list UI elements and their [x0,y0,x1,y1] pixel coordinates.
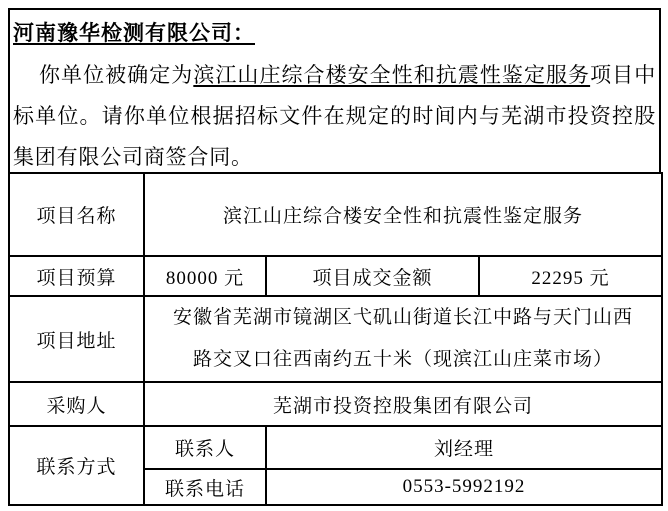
purchaser-value: 芜湖市投资控股集团有限公司 [144,382,662,426]
notice-text-section [8,8,661,172]
address-value [144,296,662,382]
deal-amount-label: 项目成交金额 [266,256,479,296]
notice-paragraph [13,55,656,172]
purchaser-label: 采购人 [9,382,144,426]
project-info-table [8,172,663,506]
project-name-value: 滨江山庄综合楼安全性和抗震性鉴定服务 [144,173,662,256]
notice-text-post: 项目中标单位。请你单位根据招标文件在规定的时间内与芜湖市投资控股集团有限公司商签合同。 [13,63,656,169]
address-line-2: 路交叉口往西南约五十米（现滨江山庄菜市场） [192,349,613,370]
deal-amount-value: 22295 元 [479,256,662,296]
contact-phone-label: 联系电话 [144,469,266,505]
project-name-label: 项目名称 [9,173,144,256]
contact-person-label: 联系人 [144,426,266,469]
row-contact-person [9,426,662,469]
notice-text-pre: 你单位被确定为 [39,63,194,87]
row-project-name [9,173,662,256]
row-budget [9,256,662,296]
address-line-1: 安徽省芜湖市镜湖区弋矶山街道长江中路与天门山西 [172,307,633,328]
contact-phone-value: 0553-5992192 [266,469,662,505]
budget-value: 80000 元 [144,256,266,296]
recipient-company-name: 河南豫华检测有限公司： [13,21,255,45]
bid-notice-document [8,8,661,506]
row-purchaser [9,382,662,426]
contact-method-label: 联系方式 [9,426,144,505]
contact-person-value: 刘经理 [266,426,662,469]
address-label: 项目地址 [9,296,144,382]
budget-label: 项目预算 [9,256,144,296]
row-address [9,296,662,382]
project-name-underlined: 滨江山庄综合楼安全性和抗震性鉴定服务 [193,63,591,87]
